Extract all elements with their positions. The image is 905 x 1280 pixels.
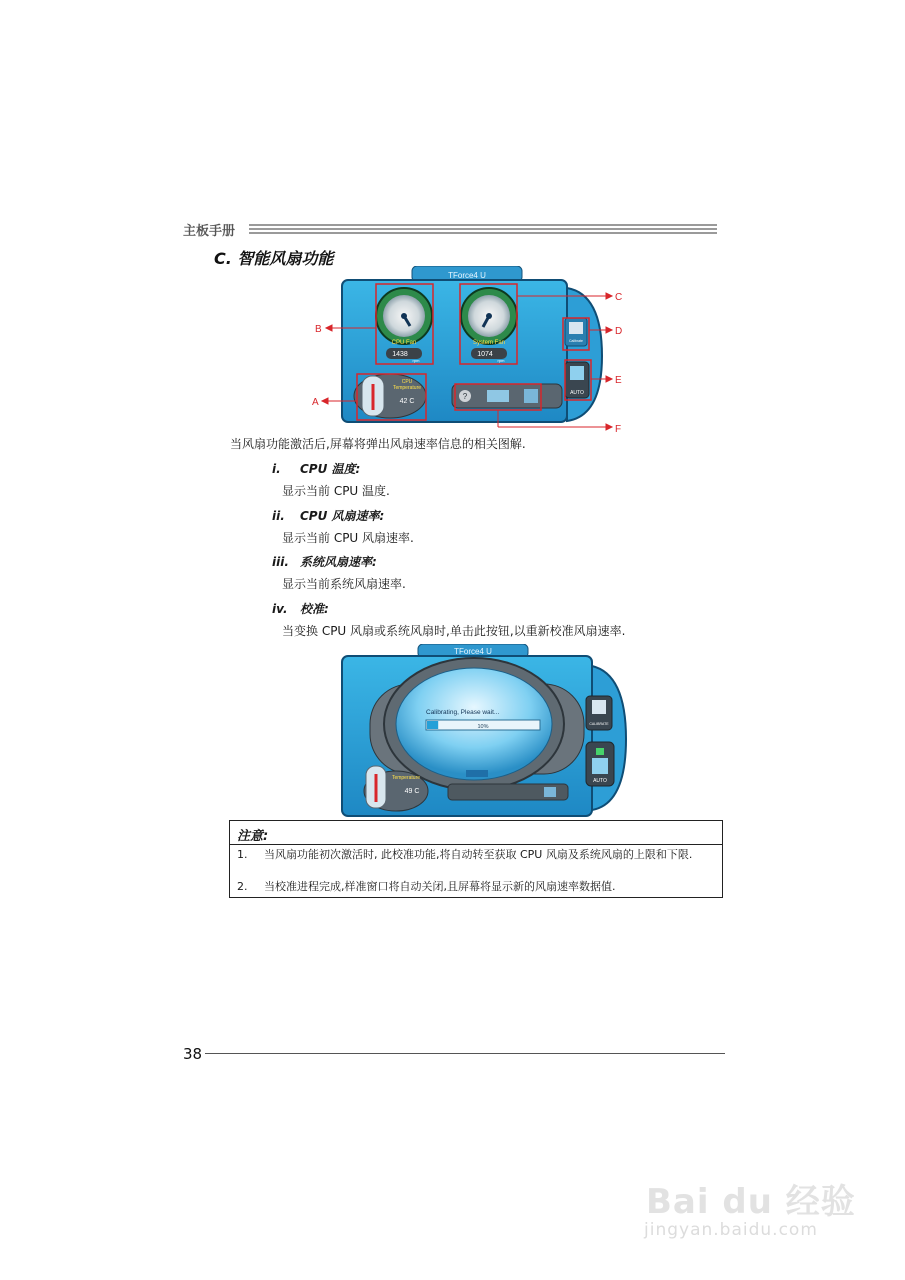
- svg-text:AUTO: AUTO: [570, 390, 584, 396]
- item-heading-cpu-temp: i. CPU 温度:: [272, 462, 361, 476]
- item-desc-calibrate: 当变换 CPU 风扇或系统风扇时,单击此按钮,以重新校准风扇速率.: [282, 624, 626, 638]
- callout-f: F: [615, 424, 622, 435]
- auto-icon: [570, 366, 584, 380]
- calibrate-icon-2: [592, 700, 606, 714]
- svg-text:CALIBRATE: CALIBRATE: [589, 722, 609, 726]
- watermark-url: jingyan.baidu.com: [644, 1220, 818, 1240]
- calibrating-figure: [326, 644, 632, 820]
- svg-text:rpm: rpm: [412, 358, 420, 363]
- callout-a: A: [312, 397, 319, 408]
- item-desc-cpu-temp: 显示当前 CPU 温度.: [282, 484, 390, 498]
- window-icon[interactable]: [524, 389, 538, 403]
- calibrate-icon: [569, 322, 583, 334]
- window-icon-2[interactable]: [544, 787, 556, 797]
- intro-text: 当风扇功能激活后,屏幕将弹出风扇速率信息的相关图解.: [230, 437, 526, 451]
- item-heading-system-fan: iii. 系统风扇速率:: [272, 555, 377, 569]
- calibrating-text: Calibrating, Please wait...: [426, 709, 500, 716]
- item-heading-calibrate: iv. 校准:: [272, 602, 329, 616]
- note-item-2: 2. 当校准进程完成,样准窗口将自动关闭,且屏幕将显示新的风扇速率数据值.: [237, 880, 616, 893]
- fan-settings-icon[interactable]: [487, 390, 509, 402]
- cpu-fan-label: CPU Fan: [391, 340, 417, 346]
- cpu-fan-rpm: 1438: [392, 351, 408, 358]
- temp-label-1: CPU: [401, 379, 413, 385]
- progress-text: 10%: [477, 724, 489, 730]
- system-fan-label: System Fan: [472, 340, 506, 346]
- calibrating-svg: [326, 644, 632, 820]
- note-title: 注意:: [237, 829, 269, 844]
- temp-value: 42 C: [399, 398, 415, 405]
- auto-led: [596, 748, 604, 755]
- side-wing: [567, 288, 602, 421]
- section-title: C. 智能风扇功能: [214, 249, 334, 268]
- fan-panel-svg: [312, 266, 630, 436]
- svg-text:?: ?: [462, 392, 468, 401]
- progress-fill: [427, 721, 438, 729]
- watermark-logo: Bai du 经验: [646, 1182, 856, 1222]
- callout-e: E: [615, 375, 622, 386]
- app-title-2: TForce4 U: [454, 647, 492, 656]
- note-item-1: 1. 当风扇功能初次激活时, 此校准功能,将自动转至获取 CPU 风扇及系统风扇的上限和下限.: [237, 848, 693, 861]
- callout-d: D: [615, 326, 623, 337]
- item-heading-cpu-fan: ii. CPU 风扇速率:: [272, 509, 385, 523]
- temp-value-p2: 49 C: [404, 788, 420, 795]
- fan-panel-figure: [312, 266, 630, 436]
- callout-b: B: [315, 324, 322, 335]
- cpu-fan-gauge: [376, 288, 432, 344]
- footer-rule: [205, 1053, 725, 1054]
- svg-text:rpm: rpm: [497, 358, 505, 363]
- note-box: [229, 820, 723, 898]
- app-title: TForce4 U: [448, 271, 486, 280]
- system-fan-rpm: 1074: [477, 351, 493, 358]
- dialog-grip: [466, 770, 488, 777]
- baidu-watermark: [640, 1150, 860, 1250]
- svg-text:Calibrate: Calibrate: [568, 339, 584, 343]
- svg-text:AUTO: AUTO: [593, 778, 607, 784]
- page-header: [183, 220, 718, 238]
- header-title: 主板手册: [183, 224, 236, 239]
- note-divider: [230, 844, 722, 845]
- page-number: 38: [183, 1045, 203, 1063]
- header-rule: [249, 224, 717, 234]
- item-desc-system-fan: 显示当前系统风扇速率.: [282, 577, 406, 591]
- item-desc-cpu-fan: 显示当前 CPU 风扇速率.: [282, 531, 414, 545]
- temp-label-p2: Temperature: [391, 775, 421, 781]
- temp-label-2: Temperature: [392, 385, 422, 391]
- system-fan-gauge: [461, 288, 517, 344]
- callout-c: C: [615, 292, 623, 303]
- auto-icon-2: [592, 758, 608, 774]
